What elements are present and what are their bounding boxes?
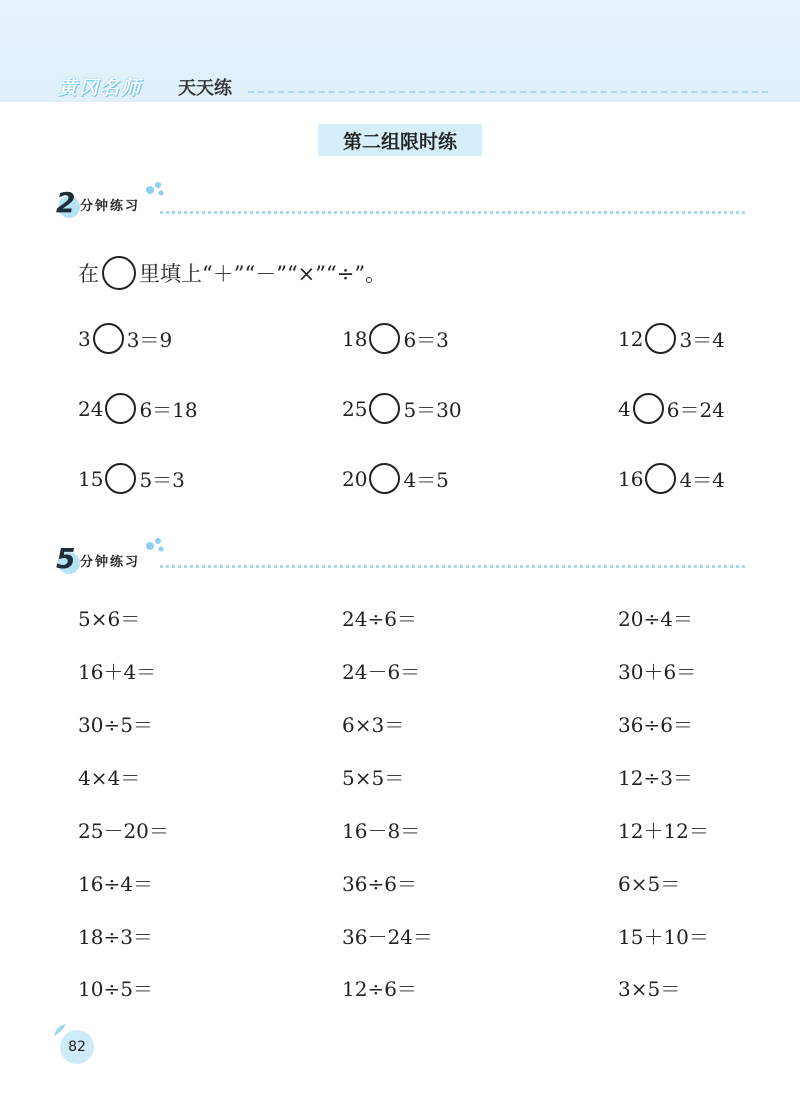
equation-left: 12: [618, 326, 644, 351]
equation-left: 24: [78, 396, 104, 421]
calc-problem: 5×5＝: [342, 766, 405, 790]
equation-fill-blank: [618, 463, 725, 494]
calc-problem: 30＋6＝: [618, 660, 697, 684]
instruction-post: 里填上“＋”“－”“×”“÷”。: [139, 262, 387, 286]
equation-right: 3＝4: [679, 328, 725, 352]
section-divider: [160, 565, 745, 568]
equation-fill-blank: [78, 323, 172, 354]
section-divider: [160, 211, 745, 214]
calc-problem: 12÷6＝: [342, 977, 417, 1001]
page-number: 82: [60, 1030, 94, 1064]
equation-fill-blank: [342, 323, 449, 354]
equation-fill-blank: [342, 393, 462, 424]
calc-problem: 3×5＝: [618, 977, 681, 1001]
splash-icon: [144, 534, 166, 554]
equation-right: 4＝4: [679, 468, 725, 492]
calc-problem: 36÷6＝: [342, 872, 417, 896]
answer-circle[interactable]: [105, 463, 136, 494]
calc-problem: 15＋10＝: [618, 925, 709, 949]
equation-left: 18: [342, 326, 368, 351]
answer-circle[interactable]: [93, 323, 124, 354]
brand-logo: 黄冈名师: [58, 77, 143, 99]
calc-problem: 5×6＝: [78, 607, 141, 631]
equation-right: 5＝30: [403, 398, 462, 422]
section-number: 5: [56, 542, 76, 575]
answer-circle[interactable]: [645, 463, 676, 494]
equation-fill-blank: [618, 393, 725, 424]
section-number: 2: [56, 186, 76, 219]
answer-circle[interactable]: [369, 323, 400, 354]
section-header-2min: [56, 186, 176, 220]
header-divider: [248, 91, 768, 93]
equation-fill-blank: [618, 323, 725, 354]
equation-left: 25: [342, 396, 368, 421]
instruction-pre: 在: [78, 262, 99, 286]
calc-problem: 36－24＝: [342, 925, 433, 949]
equation-fill-blank: [78, 463, 185, 494]
equation-left: 4: [618, 396, 631, 421]
calc-problem: 30÷5＝: [78, 713, 153, 737]
answer-circle[interactable]: [369, 463, 400, 494]
calc-problem: 36÷6＝: [618, 713, 693, 737]
circle-example-icon: [102, 256, 136, 290]
calc-problem: 16÷4＝: [78, 872, 153, 896]
calc-problem: 18÷3＝: [78, 925, 153, 949]
calc-problem: 12＋12＝: [618, 819, 709, 843]
section-label: 分钟练习: [80, 555, 141, 570]
equation-left: 3: [78, 326, 91, 351]
calc-problem: 10÷5＝: [78, 977, 153, 1001]
calc-problem: 24÷6＝: [342, 607, 417, 631]
equation-fill-blank: [342, 463, 449, 494]
splash-icon: [144, 178, 166, 198]
section-label: 分钟练习: [80, 199, 141, 214]
calc-problem: 12÷3＝: [618, 766, 693, 790]
equation-right: 6＝24: [666, 398, 725, 422]
calc-problem: 6×5＝: [618, 872, 681, 896]
brand-subtitle: 天天练: [178, 78, 232, 99]
page-title: 第二组限时练: [318, 124, 482, 156]
section-header-5min: [56, 542, 176, 576]
equation-right: 5＝3: [139, 468, 185, 492]
answer-circle[interactable]: [369, 393, 400, 424]
calc-problem: 16－8＝: [342, 819, 421, 843]
equation-fill-blank: [78, 393, 198, 424]
calc-problem: 16＋4＝: [78, 660, 157, 684]
calc-problem: 20÷4＝: [618, 607, 693, 631]
answer-circle[interactable]: [633, 393, 664, 424]
equation-right: 6＝3: [403, 328, 449, 352]
equation-right: 6＝18: [139, 398, 198, 422]
calc-problem: 4×4＝: [78, 766, 141, 790]
instruction: [78, 256, 386, 290]
calc-problem: 24－6＝: [342, 660, 421, 684]
answer-circle[interactable]: [105, 393, 136, 424]
equation-left: 16: [618, 466, 644, 491]
calc-problem: 25－20＝: [78, 819, 169, 843]
equation-right: 3＝9: [126, 328, 173, 352]
equation-left: 20: [342, 466, 368, 491]
equation-left: 15: [78, 466, 104, 491]
calc-problem: 6×3＝: [342, 713, 405, 737]
equation-right: 4＝5: [403, 468, 449, 492]
answer-circle[interactable]: [645, 323, 676, 354]
